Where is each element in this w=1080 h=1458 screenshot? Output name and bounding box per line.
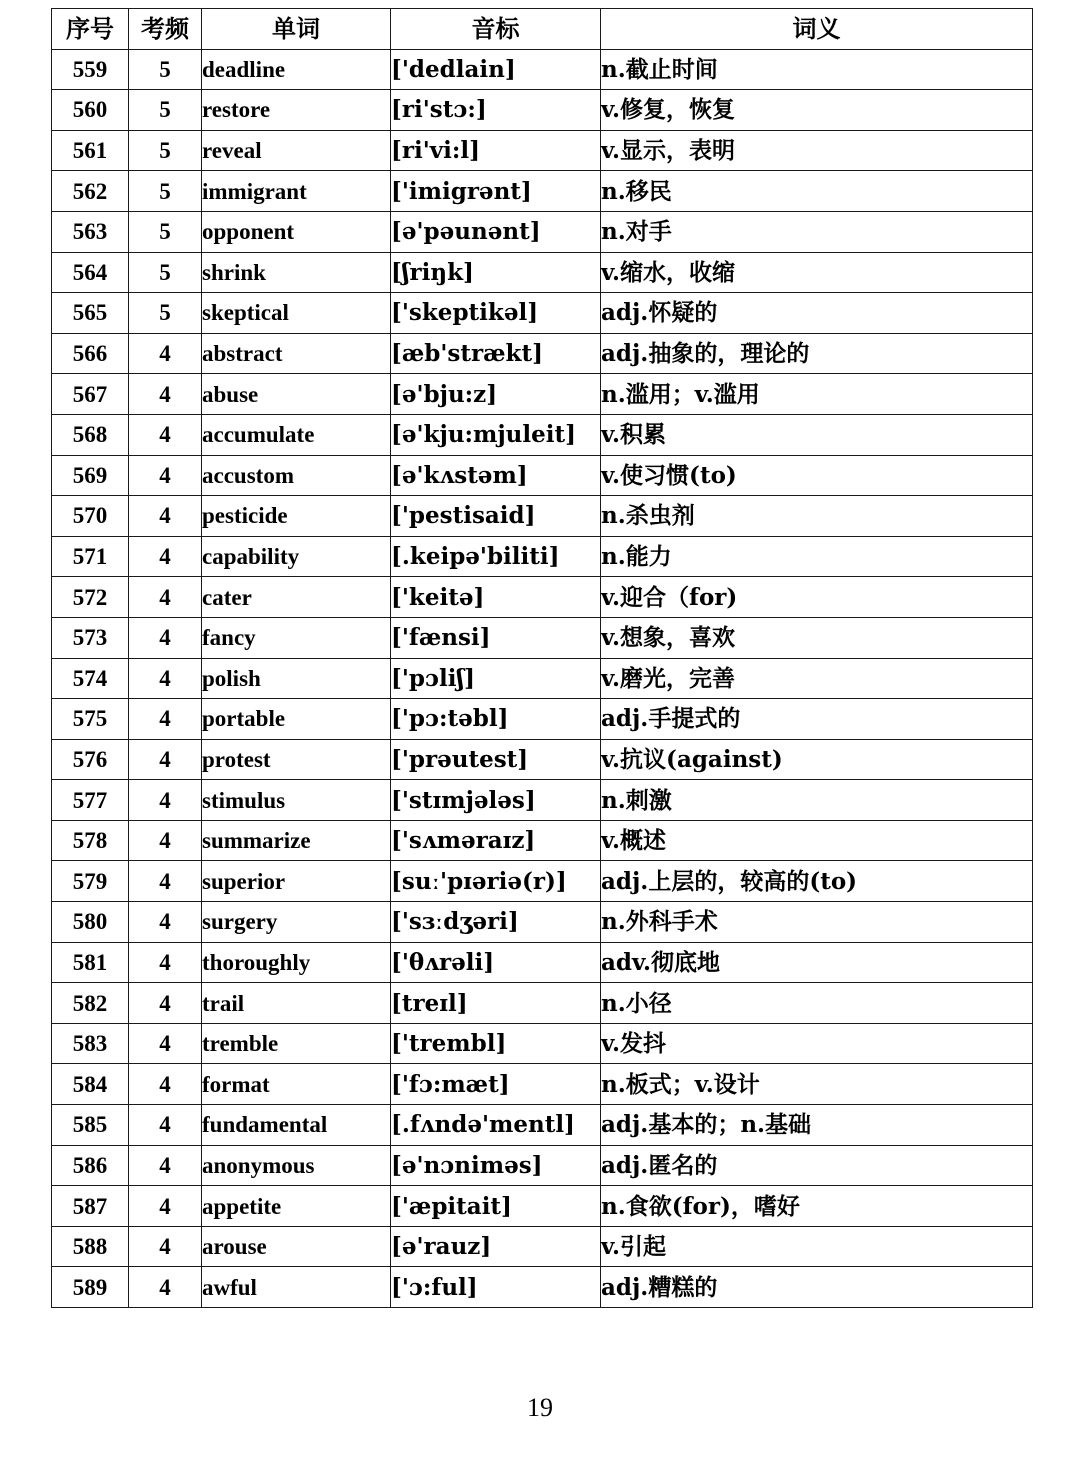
cell-frequency: 4 <box>129 1267 202 1308</box>
cell-meaning: n.外科手术 <box>601 902 1033 943</box>
cell-phonetic: [ri'vi:l] <box>391 130 601 171</box>
cell-meaning: v.使习惯(to) <box>601 455 1033 496</box>
cell-number: 580 <box>52 902 129 943</box>
cell-meaning: n.截止时间 <box>601 49 1033 90</box>
cell-phonetic: ['pestisaid] <box>391 496 601 537</box>
cell-number: 584 <box>52 1064 129 1105</box>
cell-frequency: 4 <box>129 333 202 374</box>
cell-frequency: 4 <box>129 983 202 1024</box>
cell-word: superior <box>202 861 391 902</box>
cell-number: 585 <box>52 1105 129 1146</box>
cell-word: opponent <box>202 211 391 252</box>
cell-number: 559 <box>52 49 129 90</box>
table-row <box>52 577 1033 618</box>
cell-phonetic: ['æpitait] <box>391 1186 601 1227</box>
page-number: 19 <box>527 1393 553 1422</box>
cell-frequency: 5 <box>129 171 202 212</box>
cell-frequency: 4 <box>129 780 202 821</box>
cell-meaning: v.发抖 <box>601 1023 1033 1064</box>
cell-frequency: 5 <box>129 252 202 293</box>
cell-frequency: 4 <box>129 536 202 577</box>
cell-number: 574 <box>52 658 129 699</box>
cell-number: 573 <box>52 617 129 658</box>
table-row <box>52 1267 1033 1308</box>
cell-meaning: v.磨光，完善 <box>601 658 1033 699</box>
cell-number: 579 <box>52 861 129 902</box>
cell-frequency: 4 <box>129 1186 202 1227</box>
cell-meaning: v.积累 <box>601 414 1033 455</box>
table-row <box>52 90 1033 131</box>
cell-phonetic: [.fʌndә'mentl] <box>391 1105 601 1146</box>
cell-phonetic: [ә'bju:z] <box>391 374 601 415</box>
cell-number: 571 <box>52 536 129 577</box>
cell-number: 569 <box>52 455 129 496</box>
cell-meaning: n.食欲(for)，嗜好 <box>601 1186 1033 1227</box>
cell-phonetic: ['θʌrәli] <box>391 942 601 983</box>
cell-number: 563 <box>52 211 129 252</box>
cell-phonetic: ['skeptikәl] <box>391 293 601 334</box>
cell-meaning: adj.基本的；n.基础 <box>601 1105 1033 1146</box>
cell-word: cater <box>202 577 391 618</box>
cell-word: protest <box>202 739 391 780</box>
cell-word: fundamental <box>202 1105 391 1146</box>
cell-word: abuse <box>202 374 391 415</box>
table-header-row <box>52 9 1033 50</box>
cell-phonetic: ['fɔ:mæt] <box>391 1064 601 1105</box>
cell-word: abstract <box>202 333 391 374</box>
cell-word: accustom <box>202 455 391 496</box>
cell-phonetic: [.keipә'biliti] <box>391 536 601 577</box>
cell-word: stimulus <box>202 780 391 821</box>
cell-meaning: v.迎合（for) <box>601 577 1033 618</box>
cell-meaning: n.刺激 <box>601 780 1033 821</box>
cell-frequency: 4 <box>129 455 202 496</box>
table-row <box>52 983 1033 1024</box>
cell-meaning: n.小径 <box>601 983 1033 1024</box>
table-row <box>52 739 1033 780</box>
cell-phonetic: [ә'rauz] <box>391 1226 601 1267</box>
cell-number: 577 <box>52 780 129 821</box>
cell-meaning: n.移民 <box>601 171 1033 212</box>
cell-frequency: 5 <box>129 49 202 90</box>
table-body <box>52 49 1033 1307</box>
table-row <box>52 496 1033 537</box>
table-row <box>52 699 1033 740</box>
cell-word: skeptical <box>202 293 391 334</box>
cell-word: accumulate <box>202 414 391 455</box>
table-row <box>52 414 1033 455</box>
cell-phonetic: ['fænsi] <box>391 617 601 658</box>
cell-frequency: 4 <box>129 1064 202 1105</box>
header-frequency: 考频 <box>129 9 202 50</box>
cell-frequency: 4 <box>129 1105 202 1146</box>
cell-phonetic: ['pɔ:tәbl] <box>391 699 601 740</box>
header-phonetic: 音标 <box>391 9 601 50</box>
cell-frequency: 4 <box>129 1023 202 1064</box>
cell-frequency: 5 <box>129 90 202 131</box>
cell-frequency: 5 <box>129 211 202 252</box>
cell-phonetic: ['dedlain] <box>391 49 601 90</box>
cell-phonetic: [ʃriŋk] <box>391 252 601 293</box>
cell-meaning: v.想象，喜欢 <box>601 617 1033 658</box>
cell-meaning: n.能力 <box>601 536 1033 577</box>
cell-number: 561 <box>52 130 129 171</box>
table-row <box>52 902 1033 943</box>
table-row <box>52 617 1033 658</box>
cell-word: thoroughly <box>202 942 391 983</box>
cell-number: 583 <box>52 1023 129 1064</box>
table-row <box>52 820 1033 861</box>
cell-word: restore <box>202 90 391 131</box>
cell-number: 568 <box>52 414 129 455</box>
cell-phonetic: ['keitә] <box>391 577 601 618</box>
table-row <box>52 374 1033 415</box>
cell-phonetic: [ә'kju:mjuleit] <box>391 414 601 455</box>
cell-meaning: n.对手 <box>601 211 1033 252</box>
cell-word: immigrant <box>202 171 391 212</box>
table-row <box>52 49 1033 90</box>
cell-number: 570 <box>52 496 129 537</box>
cell-meaning: v.修复，恢复 <box>601 90 1033 131</box>
table-row <box>52 942 1033 983</box>
cell-number: 560 <box>52 90 129 131</box>
header-number: 序号 <box>52 9 129 50</box>
cell-frequency: 4 <box>129 861 202 902</box>
cell-phonetic: ['pɔliʃ] <box>391 658 601 699</box>
cell-word: trail <box>202 983 391 1024</box>
cell-frequency: 4 <box>129 739 202 780</box>
cell-meaning: adj.抽象的，理论的 <box>601 333 1033 374</box>
table-row <box>52 293 1033 334</box>
table-row <box>52 780 1033 821</box>
cell-word: tremble <box>202 1023 391 1064</box>
cell-number: 565 <box>52 293 129 334</box>
cell-frequency: 4 <box>129 942 202 983</box>
cell-number: 588 <box>52 1226 129 1267</box>
vocabulary-table <box>51 8 1033 1308</box>
cell-meaning: n.板式；v.设计 <box>601 1064 1033 1105</box>
cell-meaning: v.引起 <box>601 1226 1033 1267</box>
cell-phonetic: [ә'pәunәnt] <box>391 211 601 252</box>
table-row <box>52 1145 1033 1186</box>
cell-meaning: v.显示，表明 <box>601 130 1033 171</box>
cell-phonetic: ['sʌmәraɪz] <box>391 820 601 861</box>
cell-number: 575 <box>52 699 129 740</box>
cell-frequency: 4 <box>129 699 202 740</box>
cell-word: shrink <box>202 252 391 293</box>
table-row <box>52 1023 1033 1064</box>
cell-phonetic: [æb'strækt] <box>391 333 601 374</box>
cell-frequency: 4 <box>129 1145 202 1186</box>
cell-phonetic: [suː'pɪәriә(r)] <box>391 861 601 902</box>
cell-phonetic: [ә'nɔnimәs] <box>391 1145 601 1186</box>
cell-frequency: 4 <box>129 820 202 861</box>
cell-number: 562 <box>52 171 129 212</box>
cell-meaning: adv.彻底地 <box>601 942 1033 983</box>
header-word: 单词 <box>202 9 391 50</box>
cell-phonetic: ['sɜːdʒәri] <box>391 902 601 943</box>
table-row <box>52 333 1033 374</box>
cell-word: deadline <box>202 49 391 90</box>
cell-phonetic: ['ɔ:ful] <box>391 1267 601 1308</box>
cell-number: 572 <box>52 577 129 618</box>
cell-meaning: adj.手提式的 <box>601 699 1033 740</box>
cell-word: surgery <box>202 902 391 943</box>
cell-number: 589 <box>52 1267 129 1308</box>
cell-word: arouse <box>202 1226 391 1267</box>
cell-word: summarize <box>202 820 391 861</box>
cell-word: awful <box>202 1267 391 1308</box>
cell-frequency: 4 <box>129 414 202 455</box>
table-row <box>52 536 1033 577</box>
cell-phonetic: [ә'kʌstәm] <box>391 455 601 496</box>
cell-phonetic: ['stɪmjәlәs] <box>391 780 601 821</box>
table-row <box>52 861 1033 902</box>
table-row <box>52 455 1033 496</box>
cell-frequency: 4 <box>129 1226 202 1267</box>
cell-number: 564 <box>52 252 129 293</box>
cell-phonetic: ['imigrәnt] <box>391 171 601 212</box>
table-row <box>52 211 1033 252</box>
header-meaning: 词义 <box>601 9 1033 50</box>
cell-frequency: 4 <box>129 374 202 415</box>
cell-meaning: v.抗议(against) <box>601 739 1033 780</box>
cell-phonetic: [ri'stɔ:] <box>391 90 601 131</box>
cell-word: fancy <box>202 617 391 658</box>
cell-frequency: 5 <box>129 293 202 334</box>
cell-number: 576 <box>52 739 129 780</box>
table-row <box>52 1064 1033 1105</box>
cell-frequency: 4 <box>129 658 202 699</box>
cell-meaning: v.缩水，收缩 <box>601 252 1033 293</box>
cell-meaning: adj.匿名的 <box>601 1145 1033 1186</box>
cell-word: format <box>202 1064 391 1105</box>
cell-number: 587 <box>52 1186 129 1227</box>
cell-meaning: n.滥用；v.滥用 <box>601 374 1033 415</box>
table-row <box>52 1105 1033 1146</box>
cell-number: 586 <box>52 1145 129 1186</box>
cell-meaning: v.概述 <box>601 820 1033 861</box>
cell-number: 566 <box>52 333 129 374</box>
cell-meaning: n.杀虫剂 <box>601 496 1033 537</box>
table-row <box>52 130 1033 171</box>
table-row <box>52 1186 1033 1227</box>
cell-word: portable <box>202 699 391 740</box>
cell-frequency: 4 <box>129 902 202 943</box>
cell-frequency: 4 <box>129 496 202 537</box>
cell-word: pesticide <box>202 496 391 537</box>
cell-word: appetite <box>202 1186 391 1227</box>
cell-number: 582 <box>52 983 129 1024</box>
cell-frequency: 4 <box>129 577 202 618</box>
table-row <box>52 658 1033 699</box>
cell-number: 578 <box>52 820 129 861</box>
cell-number: 581 <box>52 942 129 983</box>
table-row <box>52 1226 1033 1267</box>
table-row <box>52 252 1033 293</box>
cell-frequency: 4 <box>129 617 202 658</box>
cell-number: 567 <box>52 374 129 415</box>
cell-meaning: adj.糟糕的 <box>601 1267 1033 1308</box>
cell-word: anonymous <box>202 1145 391 1186</box>
cell-phonetic: ['prәutest] <box>391 739 601 780</box>
cell-word: polish <box>202 658 391 699</box>
cell-meaning: adj.怀疑的 <box>601 293 1033 334</box>
table-row <box>52 171 1033 212</box>
cell-phonetic: [treɪl] <box>391 983 601 1024</box>
cell-phonetic: ['trembl] <box>391 1023 601 1064</box>
cell-meaning: adj.上层的，较高的(to) <box>601 861 1033 902</box>
cell-frequency: 5 <box>129 130 202 171</box>
cell-word: capability <box>202 536 391 577</box>
cell-word: reveal <box>202 130 391 171</box>
